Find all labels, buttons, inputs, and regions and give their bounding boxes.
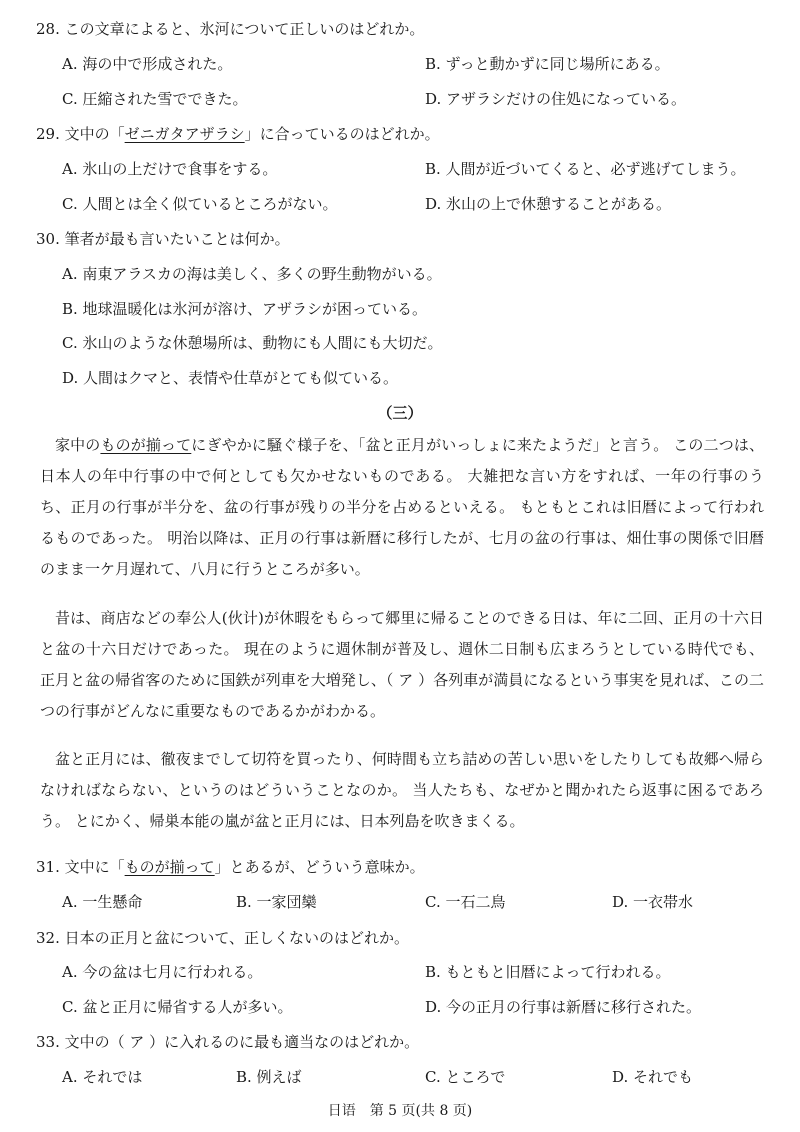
q29-stem-underlined: ゼニガタアザラシ <box>124 125 245 143</box>
question-28-stem: 28. この文章によると、氷河について正しいのはどれか。 <box>36 20 425 38</box>
q30-option-b: B. 地球温暖化は氷河が溶け、アザラシが困っている。 <box>62 300 427 318</box>
q31-stem-pre: 31. 文中に「 <box>36 858 125 876</box>
q31-stem-underlined: ものが揃って <box>124 858 215 876</box>
q30-option-d: D. 人間はクマと、表情や仕草がとても似ている。 <box>62 369 399 387</box>
question-32-stem: 32. 日本の正月と盆について、正しくないのはどれか。 <box>36 929 410 947</box>
q31-option-a: A. 一生懸命 <box>62 893 143 911</box>
q28-option-a: A. 海の中で形成された。 <box>62 55 233 73</box>
q29-option-a: A. 氷山の上だけで食事をする。 <box>62 160 278 178</box>
passage-paragraph-2: 昔は、商店などの奉公人(伙计)が休暇をもらって郷里に帰ることのできる日は、年に二回、正月の十六日と盆の十六日だけであった。 現在のように週休制が普及し、週休二日制も広まろうとしている時代でも、正月と盆の帰省客のために国鉄が列車を大増発し、（ ア ）各列車が満員になるという事実を見れば、この二つの行事がどんなに重要なものであるかがわかる。 <box>40 609 764 720</box>
q32-option-c: C. 盆と正月に帰省する人が多い。 <box>62 998 293 1016</box>
q28-option-b: B. ずっと動かずに同じ場所にある。 <box>425 55 670 73</box>
q33-option-c: C. ところで <box>425 1068 506 1086</box>
q32-option-b: B. もともと旧暦によって行われる。 <box>425 963 671 981</box>
q29-option-c: C. 人間とは全く似ているところがない。 <box>62 195 338 213</box>
q33-option-b: B. 例えば <box>236 1068 302 1086</box>
page-footer: 日语 第 5 页(共 8 页) <box>327 1103 473 1119</box>
section-title: （三） <box>377 404 423 422</box>
p1-underlined: ものが揃って <box>100 436 192 454</box>
q30-option-a: A. 南東アラスカの海は美しく、多くの野生動物がいる。 <box>62 265 442 283</box>
q32-option-a: A. 今の盆は七月に行われる。 <box>62 963 263 981</box>
q30-option-c: C. 氷山のような休憩場所は、動物にも人間にも大切だ。 <box>62 334 443 352</box>
q29-stem-pre: 29. 文中の「 <box>36 125 125 143</box>
q33-option-a: A. それでは <box>62 1068 143 1086</box>
question-29-stem <box>36 123 440 144</box>
q33-option-d: D. それでも <box>612 1068 694 1086</box>
question-33-stem: 33. 文中の（ ア ）に入れるのに最も適当なのはどれか。 <box>36 1033 420 1051</box>
q31-stem-post: 」とあるが、どういう意味か。 <box>214 858 425 876</box>
question-31-stem <box>36 856 425 877</box>
q28-option-c: C. 圧縮された雪でできた。 <box>62 90 248 108</box>
q31-option-c: C. 一石二鳥 <box>425 893 506 911</box>
q31-option-d: D. 一衣帯水 <box>612 893 694 911</box>
question-30-stem: 30. 筆者が最も言いたいことは何か。 <box>36 230 290 248</box>
p1-pre: 家中の <box>55 436 101 454</box>
passage-paragraph-3: 盆と正月には、徹夜までして切符を買ったり、何時間も立ち詰めの苦しい思いをしたりしても故郷へ帰らなければならない、というのはどういうことなのか。 当人たちも、なぜかと聞かれたら返事に困るであろう。 とにかく、帰巣本能の嵐が盆と正月には、日本列島を吹きまくる。 <box>40 750 764 830</box>
passage-paragraph-1 <box>40 430 764 585</box>
q28-option-d: D. アザラシだけの住処になっている。 <box>425 90 687 108</box>
q29-stem-post: 」に合っているのはどれか。 <box>244 125 440 143</box>
p1-post: にぎやかに騒ぐ様子を、「盆と正月がいっしょに来たようだ」と言う。 この二つは、日本人の年中行事の中で何としても欠かせないものである。 大雑把な言い方をすれば、一年の行事のうち、正月の行事が半分を、盆の行事が残りの半分を占めるといえる。 もともとこれは旧暦によって行われるものであった。 明治以降は、正月の行事は新暦に移行したが、七月の盆の行事は、畑仕事の関係で旧暦のまま一ケ月遅れて、八月に行うところが多い。 <box>40 436 764 578</box>
q29-option-b: B. 人間が近づいてくると、必ず逃げてしまう。 <box>425 160 746 178</box>
q29-option-d: D. 氷山の上で休憩することがある。 <box>425 195 672 213</box>
q31-option-b: B. 一家団欒 <box>236 893 317 911</box>
q32-option-d: D. 今の正月の行事は新暦に移行された。 <box>425 998 702 1016</box>
